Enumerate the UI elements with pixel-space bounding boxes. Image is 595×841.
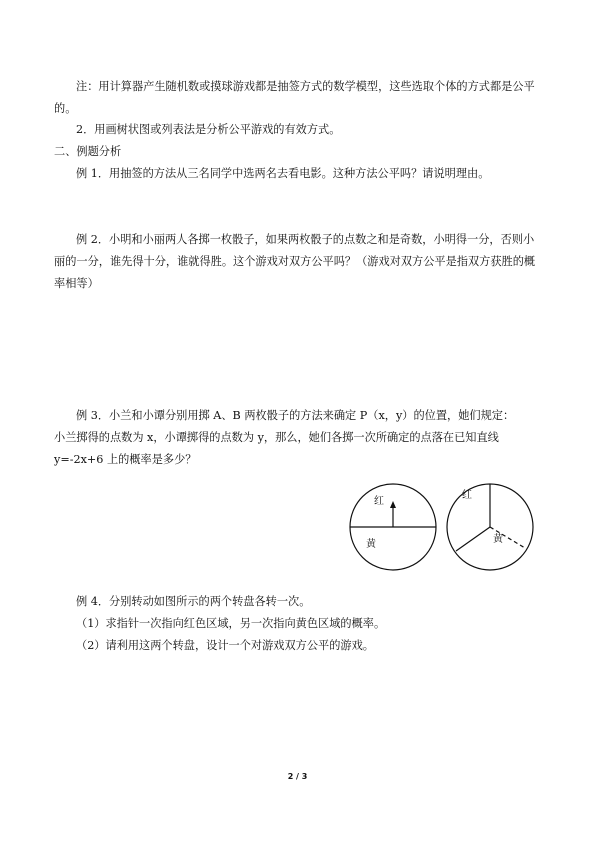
spinner-left [348, 482, 438, 572]
spinner-left-red-label: 红 [374, 496, 384, 507]
example-2: 例 2．小明和小丽两人各掷一枚骰子，如果两枚骰子的点数之和是奇数，小明得一分，否则小丽的一分，谁先得十分，谁就得胜。这个游戏对双方公平吗？（游戏对双方公平是指双方获胜的概率相等） [54, 233, 536, 290]
example-4-intro: 例 4．分别转动如图所示的两个转盘各转一次。 [76, 595, 311, 608]
section-heading: 二、例题分析 [54, 145, 122, 158]
example-3-line-1: 例 3．小兰和小谭分别用掷 A、B 两枚骰子的方法来确定 P（x，y）的位置，她们规定： [76, 409, 515, 422]
spinner-right [445, 482, 535, 572]
spinner-left-yellow-label: 黄 [366, 539, 376, 550]
example-4-question-2: （2）请利用这两个转盘，设计一个对游戏双方公平的游戏。 [76, 639, 374, 652]
example-3-line-2: 小兰掷得的点数为 x，小谭掷得的点数为 y，那么，她们各掷一次所确定的点落在已知直线 [54, 431, 499, 444]
spinner-right-red-label: 红 [462, 490, 472, 501]
example-4-question-1: （1）求指针一次指向红色区域，另一次指向黄色区域的概率。 [76, 617, 386, 630]
spinner-right-yellow-label: 黄 [493, 534, 503, 545]
example-3-line-3: y=-2x+6 上的概率是多少？ [54, 453, 197, 466]
point-2: 2．用画树状图或列表法是分析公平游戏的有效方式。 [76, 123, 341, 136]
example-1: 例 1．用抽签的方法从三名同学中选两名去看电影。这种方法公平吗？请说明理由。 [76, 167, 490, 180]
note-paragraph: 注：用计算器产生随机数或摸球游戏都是抽签方式的数学模型，这些选取个体的方式都是公平的。 [54, 80, 535, 115]
page-number: 2 / 3 [287, 772, 308, 781]
